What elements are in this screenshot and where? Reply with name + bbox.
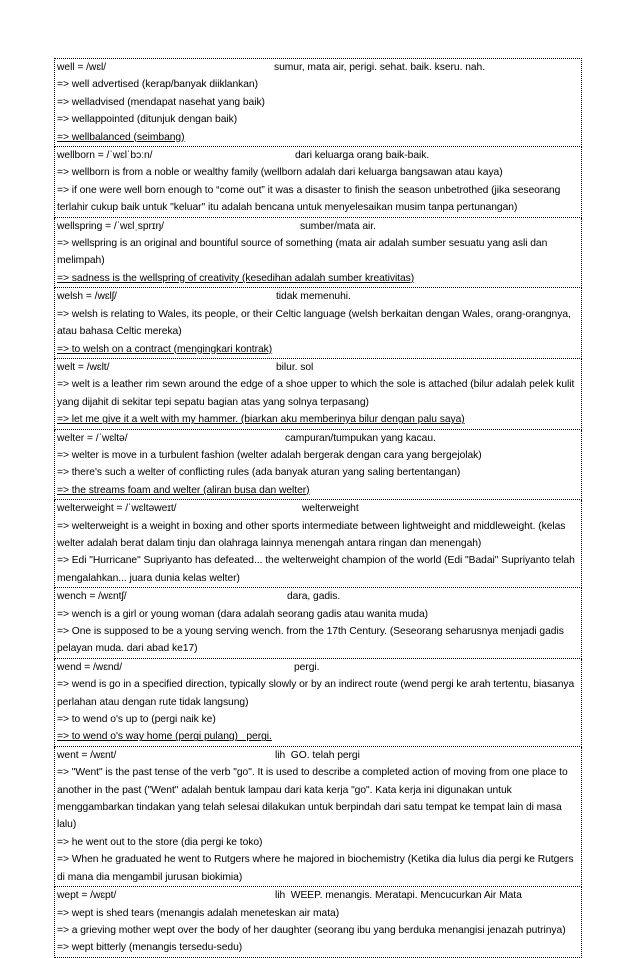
entry-welsh	[54, 288, 582, 359]
meaning: sumur, mata air, perigi. sehat. baik. kseru. nah.	[274, 62, 486, 73]
example-line: => sadness is the wellspring of creativity (kesedihan adalah sumber kreativitas)	[57, 272, 415, 284]
example-line: => wend is go in a specified direction, typically slowly or by an indirect route (wend pergi ke arah tertentu, biasanya perlahan atau dengan rute tidak langsung)	[57, 679, 577, 708]
entry-headline	[57, 218, 580, 235]
headword: wench = /wɛntʃ/	[57, 591, 127, 603]
entry-wend	[54, 659, 582, 747]
example-line: => wellappointed (ditunjuk dengan baik)	[57, 114, 238, 126]
entry-welter	[54, 430, 582, 501]
example-line: => wench is a girl or young woman (dara adalah seorang gadis atau wanita muda)	[57, 608, 429, 620]
meaning: lih WEEP. menangis. Meratapi. Mencucurkan Air Mata	[275, 890, 522, 902]
meaning: lih GO. telah pergi	[275, 749, 360, 761]
headword: welter = /ˈwɛltə/	[57, 432, 128, 444]
meaning: welterweight	[302, 503, 359, 515]
entry-welt	[54, 359, 582, 430]
meaning: dara, gadis.	[287, 591, 341, 603]
entry-headline	[57, 359, 580, 376]
entry-headline	[57, 147, 580, 164]
headword: welt = /wɛlt/	[57, 361, 110, 373]
headword: well = /wɛl/	[57, 62, 107, 73]
example-line: => welsh is relating to Wales, its people, or their Celtic language (welsh berkaitan dengan Wales, orang-orangnya, atau bahasa Celtic mereka)	[57, 308, 574, 338]
example-line: => welt is a leather rim sewn around the edge of a shoe upper to which the sole is attached (bilur adalah pelek kulit yang dijahit di sekitar tepi sepatu bagian atas yang solnya terpasang)	[57, 379, 578, 408]
example-line: => When he graduated he went to Rutgers where he majored in biochemistry (Ketika dia lulus dia pergi ke Rutgers di mana dia mengambil jurusan biokimia)	[57, 854, 577, 883]
example-line: => if one were well born enough to “come out” it was a disaster to finish the season unbetrothed (jika seseorang terlahir cukup baik untuk "keluar" itu adalah bencana untuk menyelesaikan musim tanpa pertunangan)	[57, 184, 564, 214]
example-line: => well advertised (kerap/banyak diiklankan)	[57, 79, 258, 91]
example-line: => he went out to the store (dia pergi ke toko)	[57, 836, 263, 848]
entry-headline	[57, 747, 580, 764]
headword: wellspring = /ˈwɛlˌsprɪŋ/	[57, 220, 164, 232]
headword: wellborn = /ˈwɛlˈbɔːn/	[57, 150, 153, 162]
example-line: => wellspring is an original and bountiful source of something (mata air adalah sumber sesuatu yang asli dan melimpah)	[57, 238, 551, 267]
headword: wept = /wɛpt/	[57, 890, 117, 902]
entry-headline	[57, 500, 580, 517]
entry-headline	[57, 659, 580, 676]
example-line: => Edi "Hurricane" Supriyanto has defeated... the welterweight champion of the world (Edi "Badai" Supriyanto telah mengalahkan... juara dunia kelas welter)	[57, 555, 578, 584]
entry-headline	[57, 588, 580, 605]
example-line: => wept is shed tears (menangis adalah meneteskan air mata)	[57, 907, 340, 919]
example-line: => to welsh on a contract (mengingkari kontrak)	[57, 343, 273, 355]
meaning: pergi.	[294, 661, 320, 673]
meaning: tidak memenuhi.	[276, 291, 351, 303]
meaning: sumber/mata air.	[300, 220, 376, 232]
entry-headline	[57, 430, 580, 447]
headword: welsh = /wɛlʃ/	[57, 291, 117, 303]
meaning: bilur. sol	[276, 361, 314, 373]
meaning: campuran/tumpukan yang kacau.	[285, 432, 436, 444]
entry-headline	[57, 59, 580, 76]
example-line: => to wend o's up to (pergi naik ke)	[57, 714, 216, 726]
meaning: dari keluarga orang baik-baik.	[295, 150, 430, 162]
entry-went	[54, 747, 582, 887]
entry-wept	[54, 887, 582, 958]
example-line: => wept bitterly (menangis tersedu-sedu)	[57, 942, 243, 954]
entry-welterweight	[54, 500, 582, 588]
entry-wellspring	[54, 218, 582, 289]
example-line: => a grieving mother wept over the body of her daughter (seorang ibu yang berduka menangisi jenazah putrinya)	[57, 924, 566, 936]
example-line: => wellborn is from a noble or wealthy family (wellborn adalah dari keluarga bangsawan atau kaya)	[57, 167, 503, 179]
example-line: => wellbalanced (seimbang)	[57, 131, 185, 143]
example-line: => "Went" is the past tense of the verb "go". It is used to describe a completed action of moving from one place to another in the past ("Went" adalah bentuk lampau dari kata kerja "go". Kata kerja ini digunakan untuk menggambarkan tindakan yang telah selesai dilakukan untuk berpindah dari satu tempat ke tempat lain di masa lalu)	[57, 767, 571, 831]
example-line: => to wend o's way home (pergi pulang) pergi.	[57, 731, 272, 743]
dictionary-page	[54, 58, 582, 958]
entry-well	[54, 58, 582, 147]
entry-headline	[57, 288, 580, 305]
headword: went = /wɛnt/	[57, 749, 117, 761]
headword: welterweight = /ˈwɛltəweɪt/	[57, 503, 177, 515]
headword: wend = /wɛnd/	[57, 661, 123, 673]
entry-wellborn	[54, 147, 582, 218]
example-line: => there's such a welter of conflicting rules (ada banyak aturan yang saling bertentangan)	[57, 467, 461, 479]
example-line: => One is supposed to be a young serving wench. from the 17th Century. (Seseorang seharusnya menjadi gadis pelayan muda. dari abad ke17)	[57, 626, 567, 655]
example-line: => welterweight is a weight in boxing and other sports intermediate between lightweight and middleweight. (kelas welter adalah berat dalam tinju dan olahraga lainnya menengah antara ringan dan menengah)	[57, 520, 569, 549]
example-line: => welladvised (mendapat nasehat yang baik)	[57, 96, 265, 108]
entry-wench	[54, 588, 582, 659]
entry-headline	[57, 887, 580, 904]
example-line: => let me give it a welt with my hammer. (biarkan aku memberinya bilur dengan palu saya)	[57, 414, 465, 426]
example-line: => welter is move in a turbulent fashion (welter adalah bergerak dengan cara yang bergejolak)	[57, 449, 482, 461]
example-line: => the streams foam and welter (aliran busa dan welter)	[57, 484, 310, 496]
